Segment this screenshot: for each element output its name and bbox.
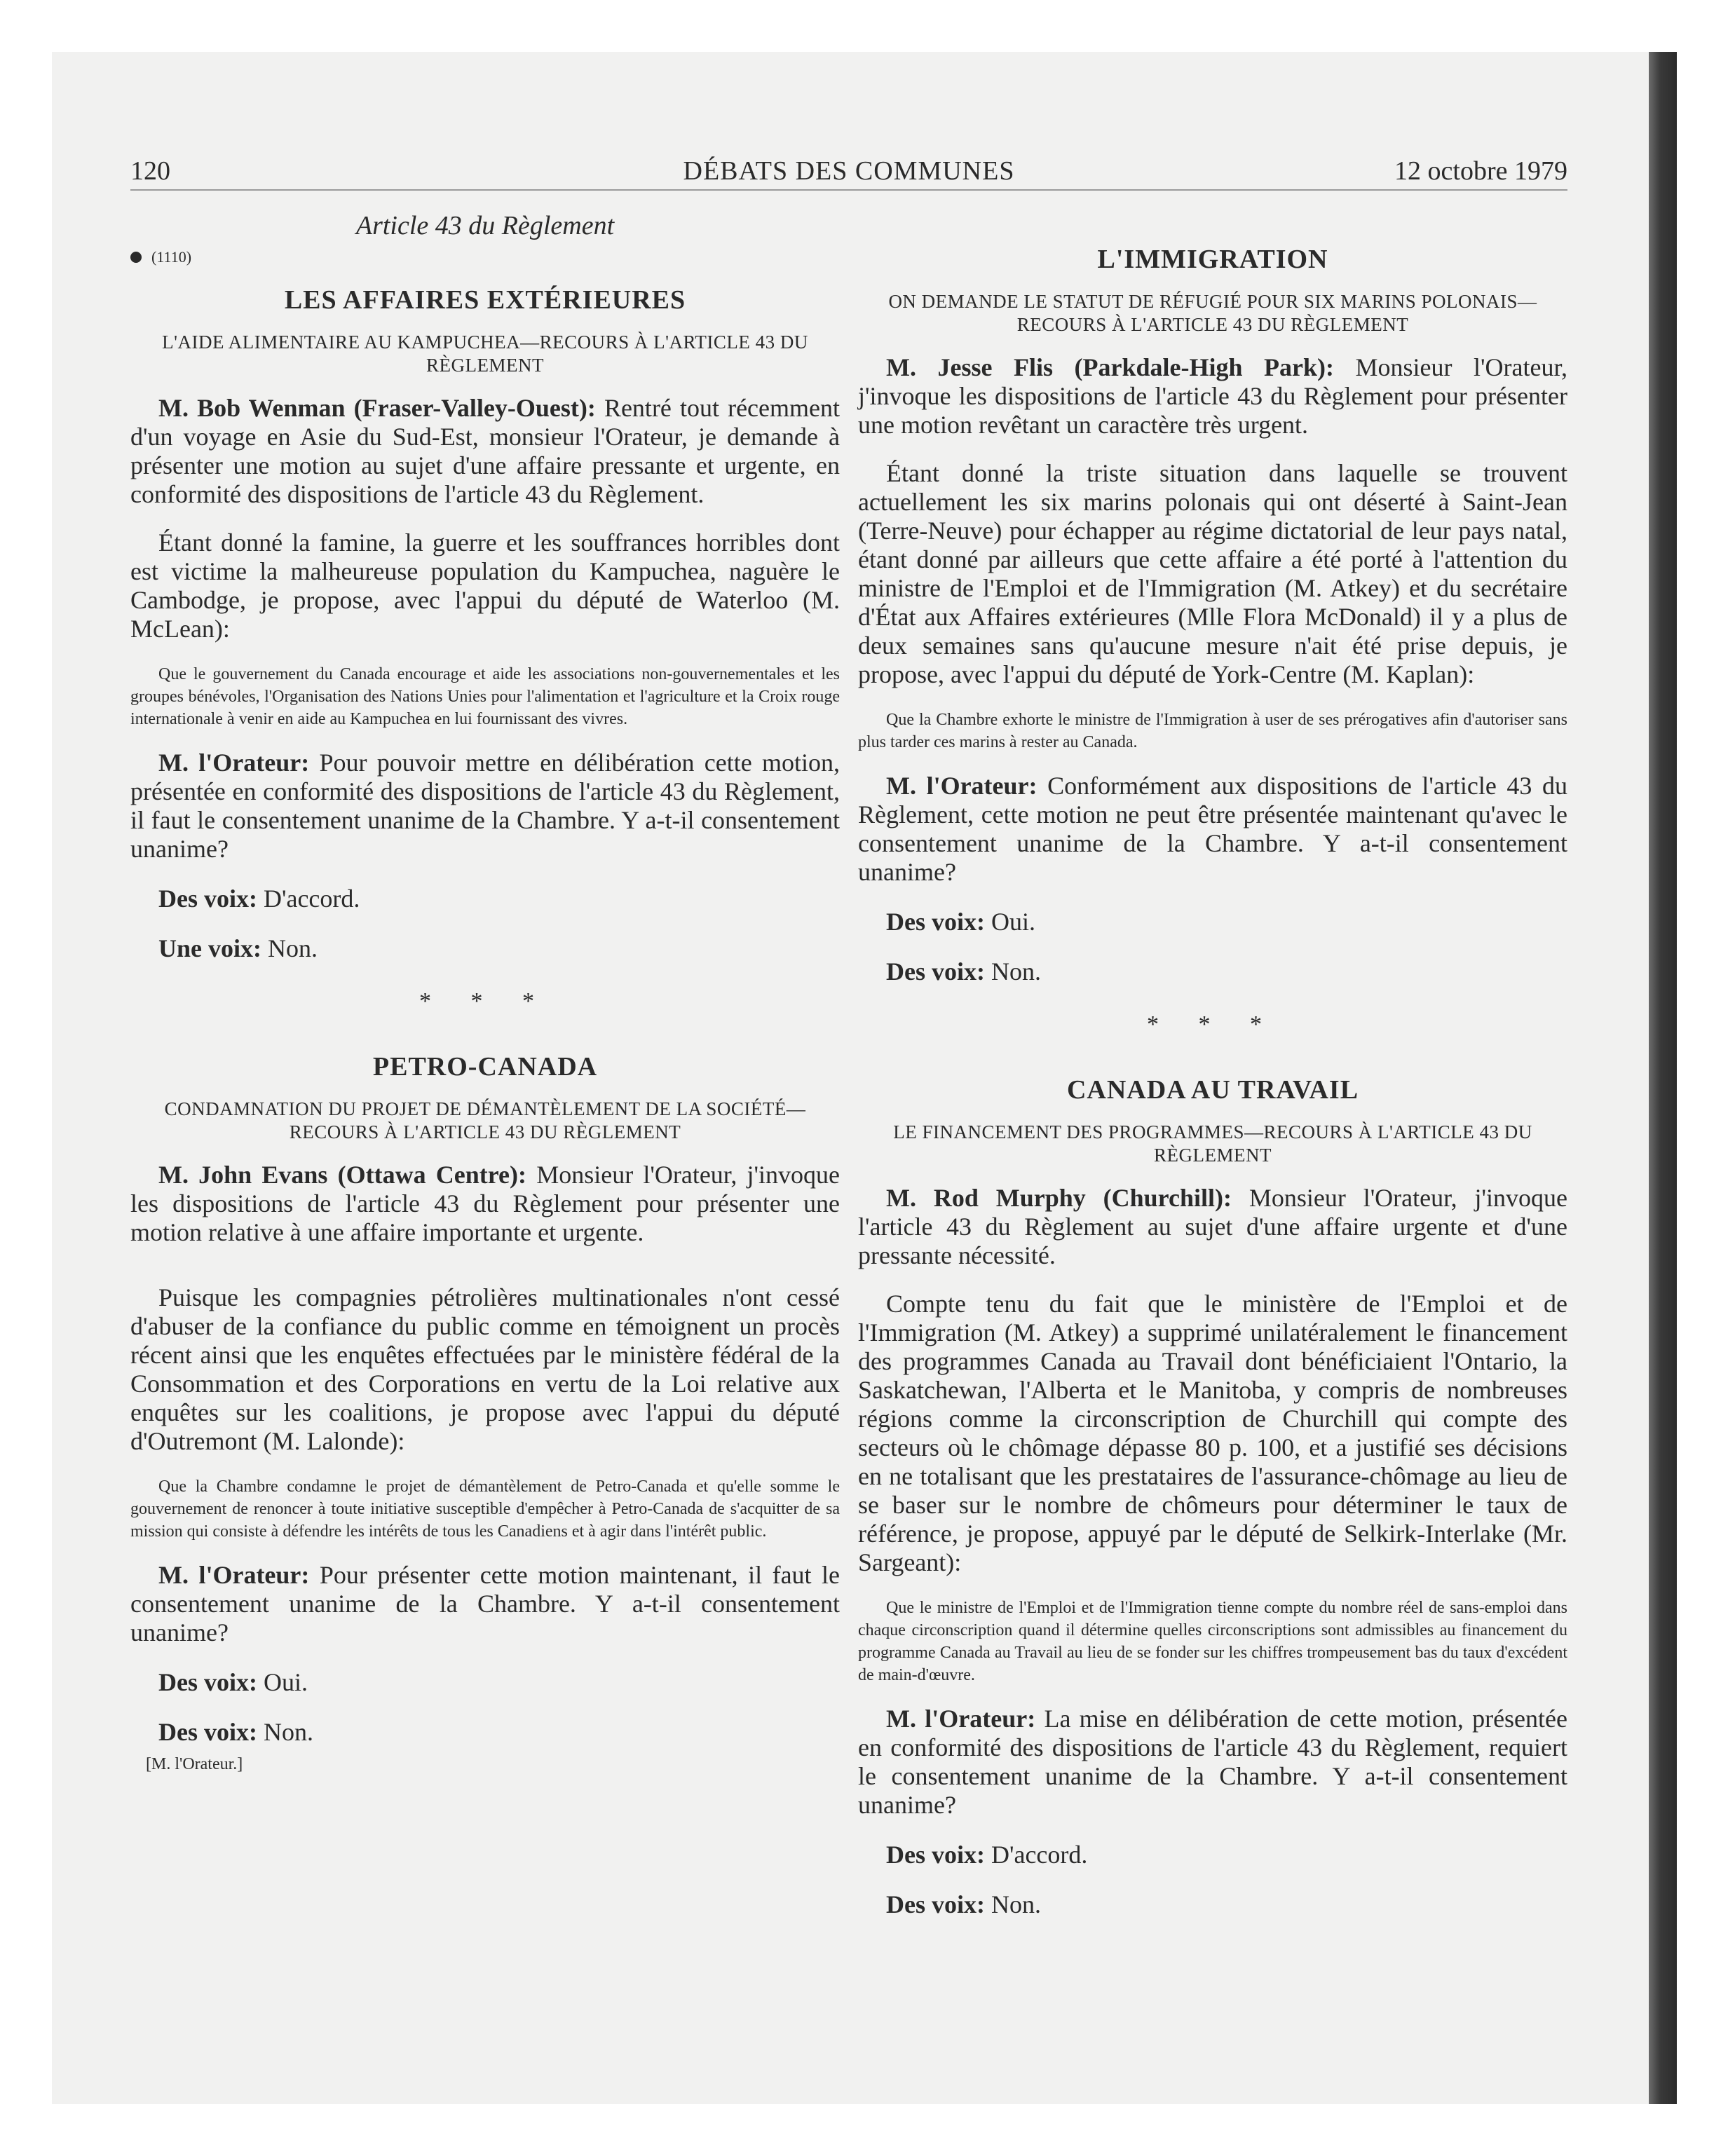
speaker: M. Jesse Flis (Parkdale-High Park): [886, 353, 1334, 381]
speaker: M. l'Orateur: [158, 749, 310, 777]
speaker: Des voix: [886, 1841, 985, 1869]
paragraph: M. l'Orateur: La mise en délibération de cette motion, présentée en conformité des dispositions de l'article 43 du Règlement, requiert le consentement unanime de la Chambre. Y a-t-il consentement unanime? [858, 1705, 1567, 1819]
section-separator: * * * [419, 988, 551, 1014]
speaker: M. Rod Murphy (Churchill): [886, 1184, 1232, 1212]
response: Des voix: Non. [158, 1718, 313, 1746]
speaker: Une voix: [158, 934, 261, 962]
speaker: Des voix: [886, 957, 985, 985]
response: Des voix: D'accord. [158, 885, 360, 913]
motion-text: Que le gouvernement du Canada encourage et aide les associations non-gouvernementales et les groupes bénévoles, l'Organisation des Nations Unies pour l'alimentation et l'agriculture et la Croix rouge internationale à venir en aide au Kampuchea en lui fournissant des vivres. [130, 665, 840, 728]
section-separator: * * * [1147, 1011, 1279, 1037]
section-subheading: ON DEMANDE LE STATUT DE RÉFUGIÉ POUR SIX MARINS POLONAIS—RECOURS À L'ARTICLE 43 DU RÈGLEMENT [888, 291, 1537, 335]
speaker-note: [M. l'Orateur.] [146, 1755, 243, 1773]
response: Des voix: Oui. [886, 908, 1035, 936]
paragraph: M. Bob Wenman (Fraser-Valley-Ouest): Rentré tout récemment d'un voyage en Asie du Sud-Est, monsieur l'Orateur, je demande à présenter une motion au sujet d'une affaire pressante et urgente, en conformité des dispositions de l'article 43 du Règlement. [130, 394, 840, 508]
paragraph: M. Rod Murphy (Churchill): Monsieur l'Orateur, j'invoque l'article 43 du Règlement au sujet d'une affaire urgente et d'une pressante nécessité. [858, 1184, 1568, 1269]
speaker: Des voix: [158, 885, 257, 913]
binding-edge [1649, 52, 1677, 2104]
bullet-icon [130, 252, 142, 263]
section-subheading: L'AIDE ALIMENTAIRE AU KAMPUCHEA—RECOURS À L'ARTICLE 43 DU RÈGLEMENT [162, 332, 808, 376]
paragraph: Compte tenu du fait que le ministère de l'Emploi et de l'Immigration (M. Atkey) a supprimé unilatéralement le financement des programmes Canada au Travail dont bénéficiaient l'Ontario, la Saskatchewan, l'Alberta et le Manitoba, y compris de nombreuses régions comme la circonscription de Churchill qui compte des secteurs où le chômage dépasse 80 p. 100, et a justifié ses décisions en ne totalisant que les prestataires de l'assurance-chômage au lieu de se baser sur le nombre de chômeurs pour déterminer le taux de référence, je propose, appuyé par le député de Selkirk-Interlake (Mr. Sargeant): [858, 1290, 1567, 1576]
paragraph: M. John Evans (Ottawa Centre): Monsieur l'Orateur, j'invoque les dispositions de l'article 43 du Règlement pour présenter une motion relative à une affaire importante et urgente. [130, 1161, 840, 1246]
order-reference: Article 43 du Règlement [355, 211, 615, 240]
motion-text: Que la Chambre exhorte le ministre de l'Immigration à user de ses prérogatives afin d'autoriser sans plus tarder ces marins à rester au Canada. [858, 711, 1567, 751]
page-date: 12 octobre 1979 [1394, 156, 1567, 186]
section-heading: CANADA AU TRAVAIL [1066, 1075, 1359, 1105]
response: Une voix: Non. [158, 934, 318, 962]
left-column [130, 203, 840, 1774]
speaker: Des voix: [158, 1668, 257, 1696]
page-header [130, 156, 1567, 191]
response: Des voix: D'accord. [886, 1841, 1088, 1869]
speaker: M. l'Orateur: [886, 1705, 1036, 1733]
speaker: M. l'Orateur: [886, 772, 1037, 800]
time-marker: (1110) [130, 247, 840, 272]
paragraph: Étant donné la triste situation dans laquelle se trouvent actuellement les six marins polonais qui ont déserté à Saint-Jean (Terre-Neuve) pour échapper au régime dictatorial de leur pays natal, étant donné par ailleurs que cette affaire a été porté à l'attention du ministre de l'Emploi et de l'Immigration (M. Atkey) et du secrétaire d'État aux Affaires extérieures (Mlle Flora McDonald) il y a plus de deux semaines sans qu'aucune mesure n'ait été prise depuis, je propose, avec l'appui du député de York-Centre (M. Kaplan): [858, 459, 1567, 688]
motion-text: Que la Chambre condamne le projet de démantèlement de Petro-Canada et qu'elle somme le gouvernement de renoncer à toute initiative susceptible d'empêcher à Petro-Canada de s'acquitter de sa mission qui consiste à défendre les intérêts de tous les Canadiens et à agir dans l'intérêt public. [130, 1478, 840, 1541]
speaker: Des voix: [886, 1890, 985, 1918]
paragraph: Étant donné la famine, la guerre et les souffrances horribles dont est victime la malheureuse population du Kampuchea, naguère le Cambodge, je propose, avec l'appui du député de Waterloo (M. McLean): [130, 528, 840, 643]
paragraph: M. l'Orateur: Conformément aux dispositions de l'article 43 du Règlement, cette motion ne peut être présentée maintenant qu'avec le consentement unanime de la Chambre. Y a-t-il consentement unanime? [858, 772, 1567, 886]
paragraph: M. l'Orateur: Pour pouvoir mettre en délibération cette motion, présentée en conformité des dispositions de l'article 43 du Règlement, il faut le consentement unanime de la Chambre. Y a-t-il consentement unanime? [130, 749, 840, 863]
speaker: Des voix: [158, 1718, 257, 1746]
section-subheading: CONDAMNATION DU PROJET DE DÉMANTÈLEMENT DE LA SOCIÉTÉ—RECOURS À L'ARTICLE 43 DU RÈGLEMENT [164, 1098, 806, 1142]
speaker: M. Bob Wenman (Fraser-Valley-Ouest): [158, 394, 596, 422]
response: Des voix: Oui. [158, 1668, 308, 1696]
page-number: 120 [130, 156, 170, 186]
speaker: M. l'Orateur: [158, 1561, 310, 1589]
right-column [858, 203, 1567, 1919]
speaker: Des voix: [886, 908, 985, 936]
paragraph: M. l'Orateur: Pour présenter cette motion maintenant, il faut le consentement unanime de la Chambre. Y a-t-il consentement unanime? [130, 1561, 841, 1646]
paragraph: M. Jesse Flis (Parkdale-High Park): Monsieur l'Orateur, j'invoque les dispositions de l'article 43 du Règlement pour présenter une motion revêtant un caractère très urgent. [858, 353, 1568, 439]
motion-text: Que le ministre de l'Emploi et de l'Immigration tienne compte du nombre réel de sans-emploi dans chaque circonscription quand il détermine quelles circonscriptions sont admissibles au financement du programme Canada au Travail au lieu de se fonder sur les chiffres trompeusement bas du taux d'excédent de main-d'œuvre. [858, 1599, 1567, 1684]
speaker: M. John Evans (Ottawa Centre): [158, 1161, 527, 1189]
section-heading: LES AFFAIRES EXTÉRIEURES [284, 285, 686, 315]
paragraph: Puisque les compagnies pétrolières multinationales n'ont cessé d'abuser de la confiance du public comme en témoignent un procès récent ainsi que les enquêtes effectuées par le ministère fédéral de la Consommation et des Corporations en vertu de la Loi relative aux enquêtes sur les coalitions, je propose avec l'appui du député d'Outremont (M. Lalonde): [130, 1283, 840, 1455]
publication-title: DÉBATS DES COMMUNES [683, 156, 1015, 186]
section-heading: PETRO-CANADA [372, 1052, 598, 1082]
response: Des voix: Non. [886, 957, 1041, 985]
section-heading: L'IMMIGRATION [1097, 245, 1328, 274]
response: Des voix: Non. [886, 1890, 1041, 1918]
section-subheading: LE FINANCEMENT DES PROGRAMMES—RECOURS À L'ARTICLE 43 DU RÈGLEMENT [893, 1121, 1532, 1166]
